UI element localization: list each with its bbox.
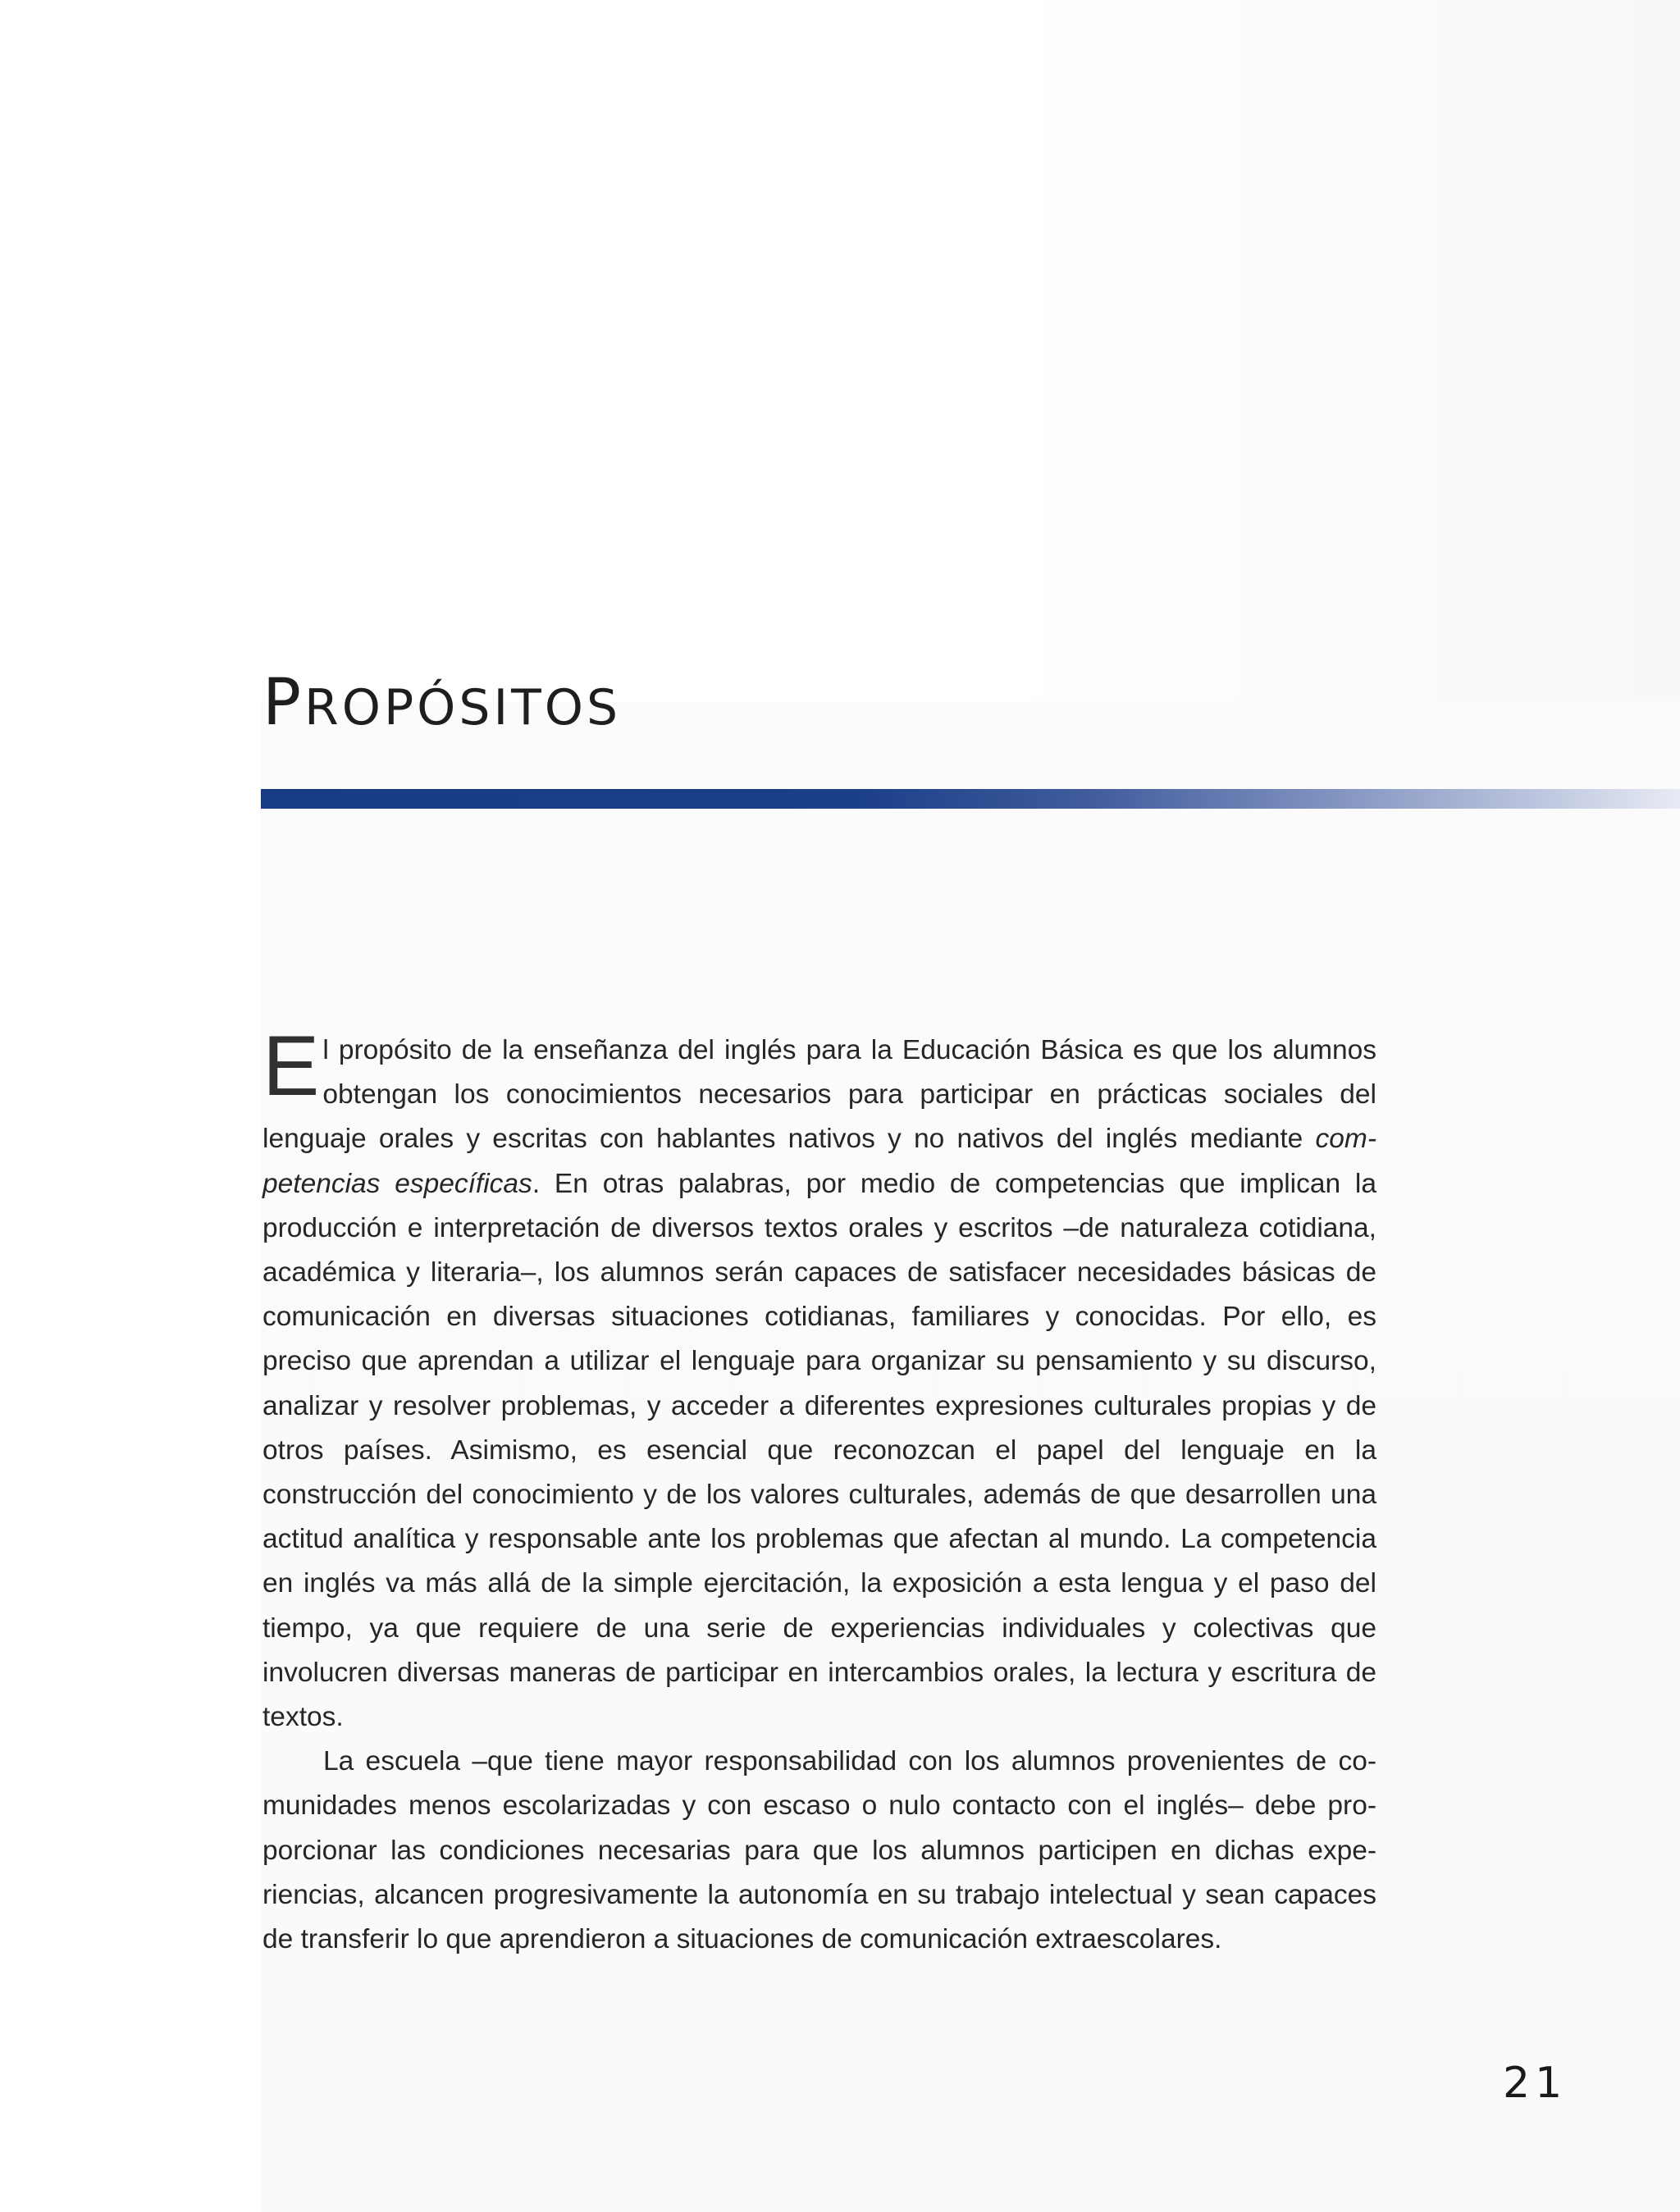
body-text <box>262 1019 1376 1962</box>
drop-cap: E <box>262 1019 320 1114</box>
paragraph-1-text-a: l propósito de la enseñanza del inglés para la Educación Básica es que los alumnos obtengan los conocimientos necesarios para participar en prácticas sociales del lenguaje orales y escritas con hablantes nativos y no nativos del inglés mediante <box>262 1035 1376 1155</box>
section-heading <box>262 666 622 740</box>
heading-gradient-rule <box>261 789 1680 809</box>
paragraph-1-text-b: . En otras palabras, por medio de competencias que implican la producción e interpretación de diversos textos orales y escritos –de naturaleza cotidiana, académica y literaria–, los alumnos serán capaces de satisfacer necesidades básicas de comunicación en diversas situaciones cotidianas, familiares y conocidas. Por ello, es preciso que aprendan a utilizar el lenguaje para organizar su pensamiento y su discurso, analizar y resolver problemas, y acceder a diferentes expresiones culturales propias y de otros países. Asimismo, es esencial que reconozcan el papel del lenguaje en la construcción del conocimiento y de los valores culturales, además de que desarrollen una actitud analítica y responsable ante los problemas que afectan al mundo. La competencia en inglés va más allá de la simple ejercitación, la exposición a esta lengua y el paso del tiempo, ya que requiere de una serie de experiencias individuales y colectivas que involucren diversas maneras de participar en intercambios orales, la lectura y escritura de textos. <box>262 1168 1376 1733</box>
page-number: 21 <box>1503 2059 1568 2108</box>
paragraph-1 <box>262 1019 1376 1740</box>
section-heading-initial: P <box>262 666 305 740</box>
section-heading-rest: ROPÓSITOS <box>304 679 622 737</box>
paragraph-2: La escuela –que tiene mayor responsabilidad con los alumnos provenientes de comunidades menos escolarizadas y con escaso o nulo contacto con el inglés– debe proporcionar las condiciones necesarias para que los alumnos participen en dichas experiencias, alcancen progresivamente la autonomía en su trabajo intelectual y sean capaces de transferir lo que aprendieron a situaciones de comunicación extraescolares. <box>262 1746 1376 1955</box>
paragraph-1-emphasis: competencias específicas <box>262 1124 1376 1199</box>
